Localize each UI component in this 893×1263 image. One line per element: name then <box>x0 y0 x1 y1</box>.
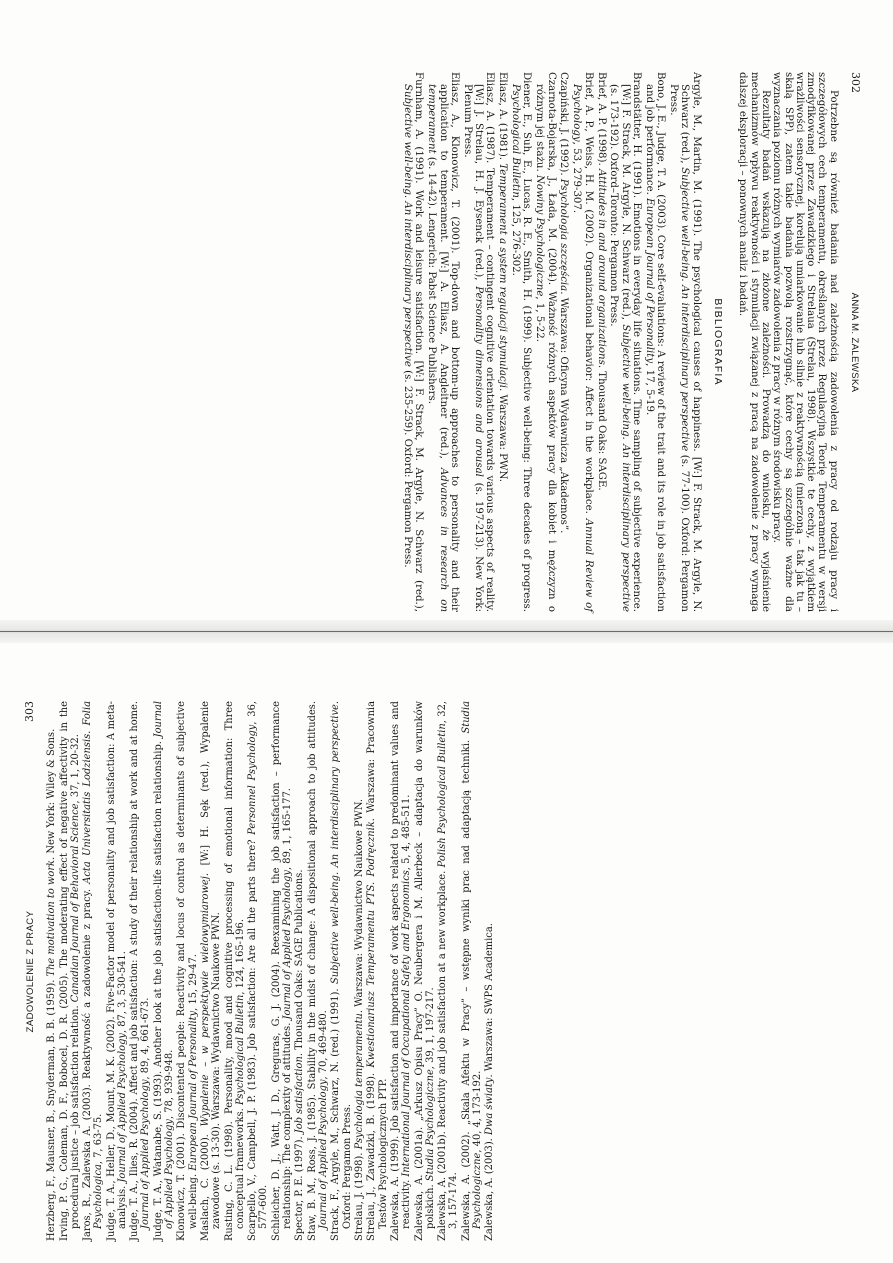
left-running-head-title: ANNA M. ZALEWSKA <box>849 292 860 393</box>
reference-item: Zalewska, A. (2002). „Skala Afektu w Pracy” – wstępne wyniki prac nad adaptacją techniki. Studia Psychologiczne, 40, 4, 173-192. <box>460 701 483 1241</box>
reference-item: Schleicher, D. J., Watt, J. D., Greguras, G. J. (2004). Reexamining the job satisfaction – performance relationship: The complexity of attitudes. Journal of Applied Psychology, 89, 1, 165-177. <box>270 701 293 1241</box>
reference-item: Argyle, M., Martin, M. (1991). The psychological causes of happiness. [W:] F. Strack, M. Argyle, N. Schwarz (red.), Subjective well-being. An interdisciplinary perspective (s. 77-100). Oxford: Pergamon Press. <box>668 72 702 612</box>
reference-item: Strelau, J., Zawadzki, B. (1998). Kwestionariusz Temperamentu PTS. Podręcznik. Warszawa: Pracownia Testów Psychologicznych PTP. <box>366 701 389 1241</box>
reference-item: Spector, P. E. (1997). Job satisfaction. Thousand Oaks: SAGE Publications. <box>294 869 306 1241</box>
reference-item: Zalewska, A. (2001b). Reactivity and job satisfaction at a new workplace. Polish Psychological Bulletin, 32, 3, 157-174. <box>437 700 460 1241</box>
reference-item: Eliasz, A. (1981). Temperament a system regulacji stymulacji. Warszawa: PWN. <box>497 72 509 483</box>
reference-item: Judge, T. A., Ilies, R. (2004). Affect and job satisfaction: A study of their relationship at work and at home. Journal of Applied Psychology, 89, 4, 661-673. <box>129 701 152 1241</box>
reference-item: Zalewska, A. (2003). Dwa światy. Warszawa: SWPS Academica. <box>484 923 496 1241</box>
left-page-scan <box>0 0 893 620</box>
reference-item: Czarnota-Bojarska, J., Łada, M. (2004). Ważność różnych aspektów pracy dla kobiet i mężczyzn o różnym jej stażu. Nowiny Psychologiczne, 1, 5-22. <box>534 72 557 612</box>
reference-item: Irving, P. G., Coleman, D. F., Bobocel, D. R. (2005). The moderating effect of negative affectivity in the procedural justice – job satisfaction relation. Canadian Journal of Behavioral Science, 37, 1, 20-32. <box>58 701 81 1241</box>
bibliography-heading: BIBLIOGRAFIA <box>712 298 725 386</box>
left-reference-list <box>402 72 702 612</box>
left-running-head <box>849 72 861 612</box>
right-running-head <box>24 701 36 1241</box>
reference-item: Brief, A. P. (1998). Attitudes in and around organizations. Thousand Oaks: SAGE. <box>595 72 607 491</box>
reference-item: Staw, B. M., Ross, J. (1985). Stability in the midst of change: A dispositional approach to job attitudes. Journal of Applied Psychology, 70, 469-480. <box>306 701 329 1241</box>
book-spine-gutter <box>0 620 893 643</box>
reference-item: Klonowicz, T. (2001). Discontented people: Reactivity and locus of control as determinants of subjective well-being. European Journal of Personality, 15, 29-47. <box>176 701 199 1241</box>
reference-item: Scarpello, V., Campbell, J. P. (1983). Job satisfaction: Are all the parts there? Personnel Psychology, 36, 577-600. <box>247 701 270 1241</box>
right-page-scan <box>0 643 893 1263</box>
reference-item: Jaros, R., Zalewska A. (2003). Reaktywność a zadowolenie z pracy. Acta Universitatis Lodziensis. Folia Psychologica, 7, 63-75. <box>82 701 105 1241</box>
reference-item: Rusting, C. L. (1998). Personality, mood and cognitive processing of emotional information: Three conceptual frameworks. Psychological Bulletin, 124, 165-196. <box>223 701 246 1241</box>
reference-item: Bono, J. E., Judge, T. A. (2003). Core self-evaluations: A review of the trait and its role in job satisfaction and job performance. European Journal of Personality, 17, 5-19. <box>643 72 667 612</box>
reference-item: Zalewska, A. (1999). Job satisfaction and importance of work aspects related to predominant values and reactivity. International Journal of Occupational Safety and Ergonomics, 5, 4, 485-511. <box>390 701 413 1241</box>
reference-item: Strack, F., Argyle, M., Schwarz, N. (red.) (1991). Subjective well-being. An interdisciplinary perspective. Oxford: Pergamon Press. <box>330 700 353 1241</box>
reference-item: Judge, T. A., Heller, D., Mount, M. K. (2002). Five-Factor model of personality and job satisfaction: A meta-analysis. Journal of Applied Psychology, 87, 3, 530-541. <box>105 701 128 1241</box>
reference-item: Maslach, C. (2000). Wypalenie – w perspektywie wielowymiarowej. [W:] H. Sęk (red.), Wypalenie zawodowe (s. 13-30). Warszawa: Wydawnictwo Naukowe PWN. <box>200 701 223 1241</box>
left-page-number: 302 <box>849 72 862 93</box>
reference-item: Furnham, A. (1991). Work and leisure satisfaction. [W:] F. Strack, M. Argyle, N. Schwarz (red.), Subjective well-being. An interdisciplinary perspective (s. 235-259). Oxford: Pergamon Press. <box>402 72 425 612</box>
reference-item: Zalewska, A. (2001a). „Arkusz Opisu Pracy” O. Neubergera i M. Allerbeck – adaptacja do warunków polskich. Studia Psychologiczne, 39, 1, 197-217. <box>413 701 436 1241</box>
right-page-frame <box>24 691 844 1251</box>
reference-item: Judge, T. A., Watanabe, S. (1993). Another look at the job satisfaction-life satisfaction relationship. Journal of Applied Psychology, 78, 939-948. <box>152 701 175 1241</box>
reference-item: Brandstätter, H. (1991). Emotions in everyday life situations. Time sampling of subjective experience. [W:] F. Strack, M. Argyle, N. Schwarz (red.), Subjective well-being. An interdisciplinary perspective (s. 173-192). Oxford–Toronto: Pergamon Press. <box>608 72 643 612</box>
right-page-number: 303 <box>23 701 36 722</box>
reference-item: Czapiński, J. (1992). Psychologia szczęścia. Warszawa: Oficyna Wydawnicza „Akademos”. <box>558 72 570 534</box>
reference-item: Brief, A. P., Weiss, H. M. (2002). Organizational behavior: Affect in the workplace. Annual Review of Psychology, 53, 279-307. <box>571 72 594 612</box>
body-paragraph: Rezultaty badań wskazują na złożone zależności. Prowadzą do wniosku, że wyjaśnienie mechanizmów wpływu reaktywności i stymulacji związanej z pracą na zadowolenie z pracy wymaga dalszej eksploracji – ponownych analiz i badań. <box>737 72 771 612</box>
reference-item: Eliasz, A., Klonowicz, T. (2001). Top-down and bottom-up approaches to personality and their application to temperament. [W:] A. Eliasz, A. Angleitner (red.), Advances in research on temperament (s. 14-42). Lengerich: Pabst Science Publishers. <box>426 72 460 613</box>
reference-item: Diener, E., Suh, E., Lucas, R. E., Smith, H. (1999). Subjective well-being: Three decades of progress. Psychological Bulletin, 125, 276-302. <box>510 72 533 612</box>
body-paragraph: Potrzebne są również badania nad zależnością zadowolenia z pracy od rodzaju pracy i szczegółowych cech temperamentu, określanych przez Regulacyjną Teorię Temperamentu w wersji zmodyfikowanej przez Zawadzkiego i Strelaua (Strelau, 1998). Wszystkie te cechy, z wyjątkiem wrażliwości sensorycznej, korelują umiarkowanie lub silnie z reaktywnością (mierzoną – tak jak tu – skalą SPP), zatem takie badania pozwolą rozstrzygnąć, które cechy są szczególnie ważne dla wyznaczania poziomu różnych wymiarów zadowolenia z pracy w różnym środowisku pracy. <box>771 72 839 612</box>
reference-item: Eliasz, A. (1987). Temperament – contingent cognitive orientation towards various aspects of reality. [W:] J. Strelau, H. J. Eysenck (red.), Personality dimensions and arousal (s. 197-213). New York: Plenum Press. <box>461 72 496 613</box>
right-running-head-title: ZADOWOLENIE Z PRACY <box>25 910 36 1033</box>
right-reference-list <box>46 701 495 1241</box>
reference-item: Herzberg, F., Mausner, B., Snyderman, B. B. (1959). The motivation to work. New York: Wiley & Sons. <box>46 728 58 1241</box>
reference-item: Strelau, J. (1998). Psychologia temperamentu. Warszawa: Wydawnictwo Naukowe PWN. <box>354 799 365 1241</box>
left-page-frame <box>41 62 861 620</box>
